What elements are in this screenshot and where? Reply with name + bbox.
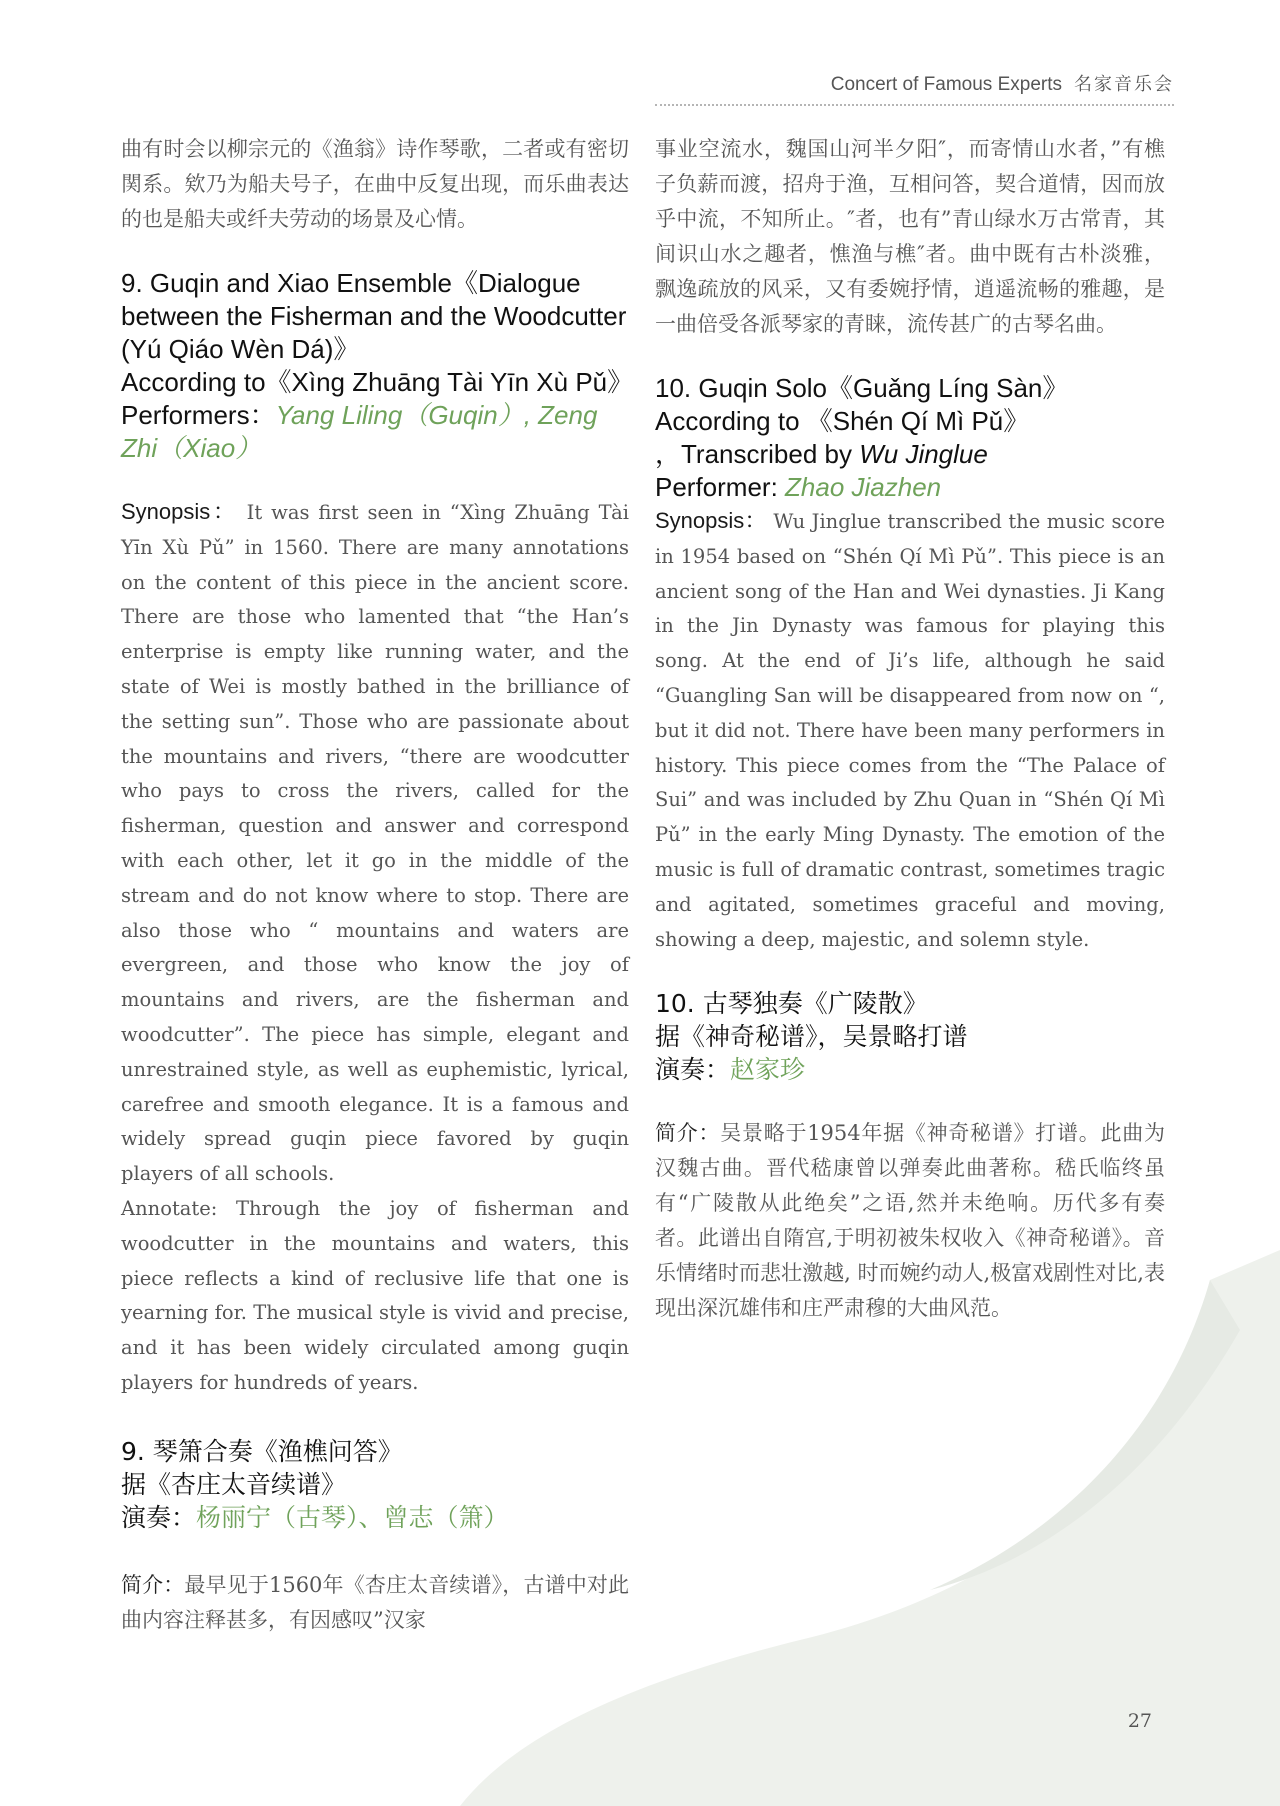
- running-header: [831, 70, 1174, 96]
- intro-paragraph-cn: 曲有时会以柳宗元的《渔翁》诗作琴歌，二者或有密切関系。欸乃为船夫号子，在曲中反复出现，而乐曲表达的也是船夫或纤夫劳动的场景及心情。: [121, 137, 629, 231]
- left-column: [121, 132, 634, 1638]
- synopsis9-label-en: Synopsis：: [121, 499, 238, 524]
- piece9-performers-label-en: Performers：: [121, 400, 276, 430]
- piece9-source-cn: 据《杏庄太音续谱》: [121, 1469, 347, 1499]
- header-title-en: Concert of Famous Experts: [830, 74, 1062, 95]
- piece10-source-en: According to 《Shén Qí Mì Pǔ》: [655, 406, 1030, 436]
- header-title-cn: 名家音乐会: [1074, 74, 1174, 95]
- synopsis10-en: [655, 504, 1165, 957]
- piece9-performers-label-cn: 演奏：: [121, 1502, 197, 1532]
- piece10-performer-cn: 赵家珍: [730, 1055, 806, 1085]
- synopsis10-text-cn: 吴景略于1954年据《神奇秘谱》打谱。此曲为汉魏古曲。晋代嵇康曾以弹奏此曲著称。嵇氏临终虽有“广陵散从此绝矣”之语,然并未绝响。历代多有奏者。此谱出自隋宫,于明初被朱权收入《神奇秘谱》。音乐情绪时而悲壮激越, 时而婉约动人,极富戏剧性对比,表现出深沉雄伟和庄严肃穆的大曲风范。: [655, 1121, 1166, 1321]
- piece9-performers-en: Yang Liling（Guqin）, Zeng Zhi（Xiao）: [121, 400, 598, 463]
- piece10-source-cn: 据《神奇秘谱》，吴景略打谱: [655, 1022, 968, 1052]
- continuation-paragraph-cn: 事业空流水，魏国山河半夕阳″，而寄情山水者，”有樵子负薪而渡，招舟于渔，互相问答，契合道情，因而放乎中流，不知所止。″者，也有”青山绿水万古常青，其间识山水之趣者，憔渔与樵″者。曲中既有古朴淡雅，飘逸疏放的风采，又有委婉抒情，逍遥流畅的雅趣，是一曲倍受各派琴家的青睐，流传甚广的古琴名曲。: [655, 137, 1165, 336]
- synopsis9-en: [121, 495, 629, 1192]
- synopsis10-cn: [655, 1116, 1165, 1326]
- piece10-transcriber-en: Wu Jinglue: [859, 439, 988, 469]
- piece10-performer-label-cn: 演奏：: [655, 1055, 731, 1085]
- synopsis9-label-cn: 简介：: [121, 1572, 185, 1597]
- synopsis10-text-en: Wu Jinglue transcribed the music score in 1954 based on “Shén Qí Mì Pǔ”. This piece is an ancient song of the Han and Wei dynasties. Ji Kang in the Jin Dynasty was famous for playing this song. At the end of Ji’s life, although he said “Guangling San will be disappeared from now on “, but it did not. There have been many performers in history. This piece comes from the “The Palace of Sui” and was included by Zhu Quan in “Shén Qí Mì Pǔ” in the early Ming Dynasty. The emotion of the music is full of dramatic contrast, sometimes tragic and agitated, sometimes graceful and moving, showing a deep, majestic, and solemn style.: [655, 510, 1165, 951]
- piece9-title-en: 9. Guqin and Xiao Ensemble《Dialogue between the Fisherman and the Woodcutter (Yú Qiáo Wèn Dá)》: [121, 268, 627, 364]
- annotate9-en: Annotate: Through the joy of fisherman and woodcutter in the mountains and waters, this piece reflects a kind of reclusive life that one is yearning for. The musical style is vivid and precise, and it has been widely circulated among guqin players for hundreds of years.: [121, 1196, 629, 1394]
- piece10-title-en: 10. Guqin Solo《Guǎng Líng Sàn》: [655, 373, 1069, 403]
- piece9-performers-cn: 杨丽宁（古琴）、曾志（箫）: [196, 1502, 509, 1532]
- synopsis10-label-en: Synopsis：: [655, 508, 767, 533]
- synopsis10-label-cn: 简介：: [655, 1121, 721, 1146]
- piece9-title-cn: 9. 琴箫合奏《渔樵问答》: [121, 1436, 403, 1466]
- piece9-source-en: According to《Xìng Zhuāng Tài Yīn Xù Pǔ》: [121, 367, 634, 397]
- piece10-performer-en: Zhao Jiazhen: [785, 472, 942, 502]
- piece9-heading-en: [121, 267, 634, 465]
- piece9-heading-cn: [121, 1435, 629, 1534]
- synopsis9-text-en: It was first seen in “Xìng Zhuāng Tài Yīn Xù Pǔ” in 1560. There are many annotations on the content of this piece in the ancient score. There are those who lamented that “the Han’s enterprise is empty like running water, and the state of Wei is mostly bathed in the brilliance of the setting sun”. Those who are passionate about the mountains and rivers, “there are woodcutter who pays to cross the rivers, called for the fisherman, question and answer and correspond with each other, let it go in the middle of the stream and do not know where to stop. There are also those who “ mountains and waters are evergreen, and those who know the joy of mountains and rivers, are the fisherman and woodcutter”. The piece has simple, elegant and unrestrained style, as well as euphemistic, lyrical, carefree and smooth elegance. It is a famous and widely spread guqin piece favored by guqin players of all schools.: [121, 501, 629, 1186]
- piece10-performer-label-en: Performer:: [655, 472, 786, 502]
- piece10-heading-en: [655, 372, 1165, 504]
- right-column: [655, 132, 1165, 1326]
- header-dotted-rule: [655, 104, 1174, 106]
- piece10-heading-cn: [655, 987, 1165, 1086]
- synopsis9-text-cn: 最早见于1560年《杏庄太音续谱》，古谱中对此曲内容注释甚多，有因感叹”汉家: [121, 1572, 629, 1632]
- synopsis9-cn: [121, 1568, 629, 1638]
- piece10-transcribed-prefix-en: ，Transcribed by: [655, 439, 860, 469]
- piece10-title-cn: 10. 古琴独奏《广陵散》: [655, 989, 928, 1019]
- page-number: 27: [1127, 1710, 1152, 1732]
